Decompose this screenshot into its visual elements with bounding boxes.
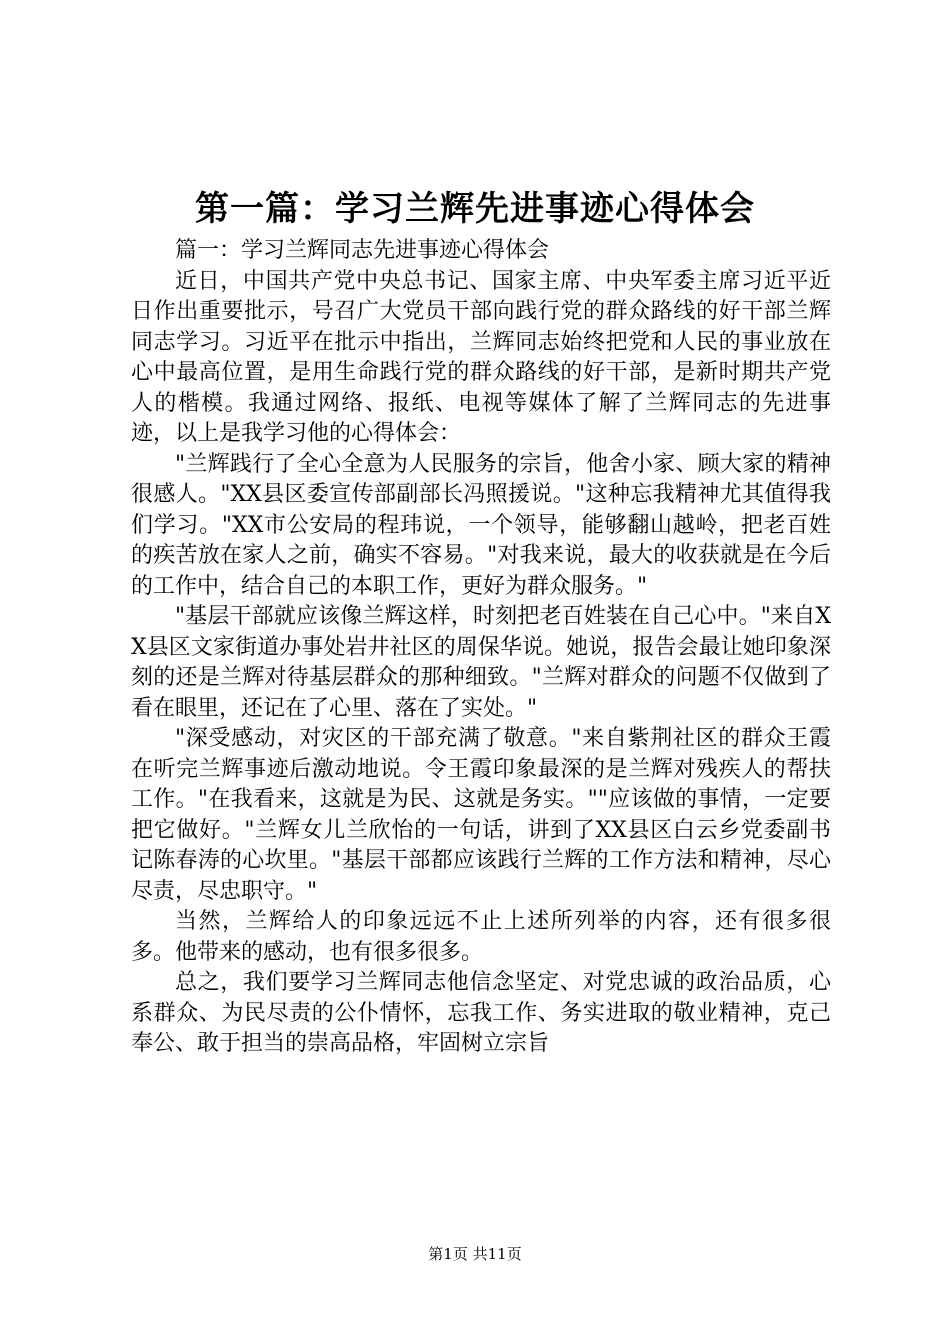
paragraph-intro: 近日，中国共产党中央总书记、国家主席、中央军委主席习近平近日作出重要批示，号召广大党员干部向践行党的群众路线的好干部兰辉同志学习。习近平在批示中指出，兰辉同志始终把党和人民的事业放在心中最高位置，是用生命践行党的群众路线的好干部，是新时期共产党人的楷模。我通过网络、报纸、电视等媒体了解了兰辉同志的先进事迹，以上是我学习他的心得体会： bbox=[131, 268, 831, 446]
paragraph-conclusion: 总之，我们要学习兰辉同志他信念坚定、对党忠诚的政治品质，心系群众、为民尽责的公仆情怀，忘我工作、务实进取的敬业精神，克己奉公、敢于担当的崇高品格，牢固树立宗旨 bbox=[131, 970, 831, 1056]
paragraph-summary: 当然，兰辉给人的印象远远不止上述所列举的内容，还有很多很多。他带来的感动，也有很多很多。 bbox=[131, 909, 831, 965]
paragraph-quote-feng: "兰辉践行了全心全意为人民服务的宗旨，他舍小家、顾大家的精神很感人。"XX县区委宣传部副部长冯照援说。"这种忘我精神尤其值得我们学习。"XX市公安局的程玮说，一个领导，能够翻山越岭，把老百姓的疾苦放在家人之前，确实不容易。"对我来说，最大的收获就是在今后的工作中，结合自己的本职工作，更好为群众服务。" bbox=[131, 451, 831, 599]
paragraph-quote-zhou: "基层干部就应该像兰辉这样，时刻把老百姓装在自己心中。"来自XX县区文家街道办事处岩井社区的周保华说。她说，报告会最让她印象深刻的还是兰辉对待基层群众的那种细致。"兰辉对群众的问题不仅做到了看在眼里，还记在了心里、落在了实处。" bbox=[131, 604, 831, 721]
document-body bbox=[131, 236, 831, 1060]
page-title: 第一篇：学习兰辉先进事迹心得体会 bbox=[195, 189, 755, 229]
page-number-footer: 第1页 共11页 bbox=[428, 1245, 522, 1263]
paragraph-quote-wang: "深受感动，对灾区的干部充满了敬意。"来自紫荆社区的群众王霞在听完兰辉事迹后激动地说。令王霞印象最深的是兰辉对残疾人的帮扶工作。"在我看来，这就是为民、这就是务实。""应该做的事情，一定要把它做好。"兰辉女儿兰欣怡的一句话，讲到了XX县区白云乡党委副书记陈春涛的心坎里。"基层干部都应该践行兰辉的工作方法和精神，尽心尽责，尽忠职守。" bbox=[131, 726, 831, 904]
paragraph-subtitle: 篇一：学习兰辉同志先进事迹心得体会 bbox=[175, 238, 550, 263]
